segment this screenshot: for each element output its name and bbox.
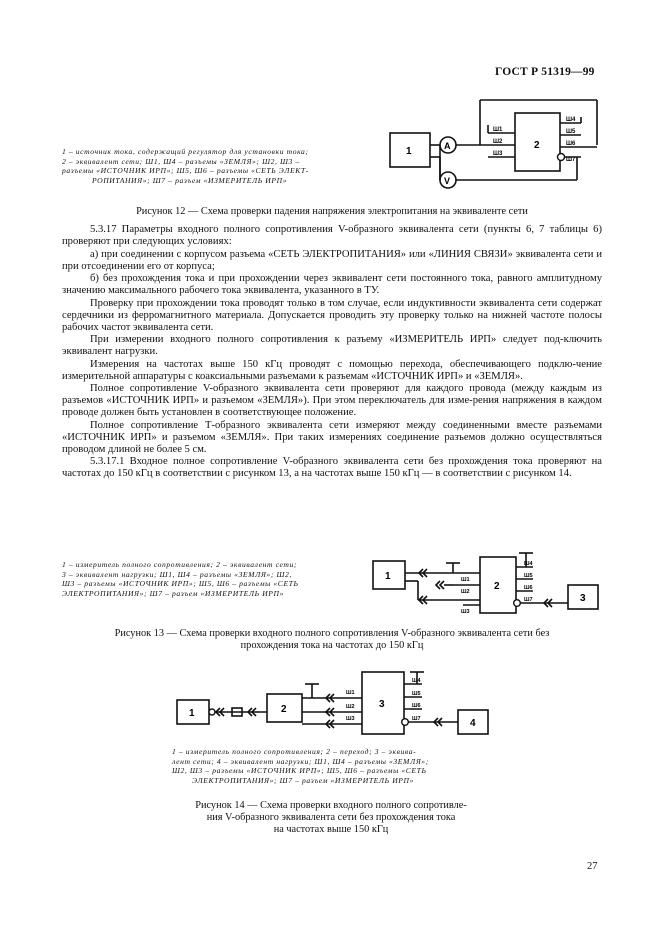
connector-sh5: Ш5	[566, 129, 576, 135]
figure12-caption: Рисунок 12 — Схема проверки падения напряжения электропитания на эквиваленте сети	[136, 206, 528, 217]
legend-line: Ш3 – разъемы «ИСТОЧНИК ИРП»; Ш5, Ш6 – разъемы «СЕТЬ	[62, 579, 299, 589]
connector-sh3: Ш3	[493, 151, 503, 157]
connector-sh6: Ш6	[566, 141, 576, 147]
connector-sh4: Ш4	[524, 561, 533, 567]
connector-sh1: Ш1	[461, 577, 470, 583]
caption-line: Рисунок 13 — Схема проверки входного полного сопротивления V-образного эквивалента сети без	[114, 628, 550, 639]
block-3-label: 3	[580, 593, 586, 604]
document-code: ГОСТ Р 51319—99	[495, 66, 595, 78]
figure13-caption	[62, 628, 602, 652]
figure13-legend	[62, 560, 358, 598]
legend-line: разъемы «ИСТОЧНИК ИРП»; Ш5, Ш6 – разъемы «СЕТЬ ЭЛЕКТ-	[62, 166, 309, 176]
connector-sh4: Ш4	[566, 117, 576, 123]
connector-sh2: Ш2	[346, 704, 355, 710]
figure12-legend	[62, 147, 380, 185]
block-3-label: 3	[379, 699, 385, 710]
connector-sh7: Ш7	[412, 716, 421, 722]
figure13-diagram	[368, 545, 603, 620]
figure14-legend	[172, 747, 490, 785]
connector-sh3: Ш3	[461, 609, 470, 615]
block-1-label: 1	[385, 571, 391, 582]
caption-line: на частотах выше 150 кГц	[273, 824, 389, 835]
caption-line: Рисунок 14 — Схема проверки входного полного сопротивле-	[195, 800, 467, 811]
figure14-diagram	[172, 662, 497, 742]
caption-line: ния V-образного эквивалента сети без прохождения тока	[206, 812, 456, 823]
figure14-caption	[172, 800, 490, 836]
connector-sh1: Ш1	[346, 690, 355, 696]
connector-sh6: Ш6	[412, 703, 421, 709]
legend-line: РОПИТАНИЯ»; Ш7 – разъем «ИЗМЕРИТЕЛЬ ИРП»	[92, 175, 288, 185]
legend-line: лент сети; 4 – эквивалент нагрузки; Ш1, Ш4 – разъемы «ЗЕМЛЯ»;	[172, 756, 429, 766]
block-2-label: 2	[534, 140, 540, 151]
connector-sh5: Ш5	[412, 691, 421, 697]
legend-line: 2 – эквивалент сети; Ш1, Ш4 – разъемы «ЗЕМЛЯ»; Ш2, Ш3 –	[62, 156, 300, 166]
block-1-label: 1	[189, 708, 195, 719]
block-1-label: 1	[406, 146, 412, 157]
block-2-label: 2	[494, 581, 500, 592]
legend-line: 1 – измеритель полного сопротивления; 2 – переход; 3 – эквива-	[172, 747, 417, 756]
connector-sh2: Ш2	[493, 139, 503, 145]
connector-sh3: Ш3	[346, 716, 355, 722]
paragraph: Проверку при прохождении тока проводят только в том случае, если индуктивности эквивалента сети содержат сердечники из ферромагнитного материала. Допускается проводить эту проверку только на нижней частоте полосы рабочих частот эквивалента сети.	[62, 297, 602, 333]
voltmeter-label: V	[444, 176, 451, 186]
paragraph: Полное сопротивление Т-образного эквивалента сети измеряют между соединенными вместе разъемами «ИСТОЧНИК ИРП» и разъемом «ЗЕМЛЯ». При таких измерениях соединение разъемов должно осуществляться проводом длиной не более 5 см.	[62, 419, 602, 455]
page-number: 27	[587, 861, 598, 872]
block-2-label: 2	[281, 704, 287, 715]
connector-sh2: Ш2	[461, 589, 470, 595]
paragraph: б) без прохождения тока и при прохождении через эквивалент сети постоянного тока, равного амплитудному значению максимального рабочего тока эквивалента, указанного в ТУ.	[62, 273, 602, 296]
connector-sh6: Ш6	[524, 585, 533, 591]
paragraph: Полное сопротивление V-образного эквивалента сети проверяют для каждого провода (между каждым из разъемов «ИСТОЧНИК ИРП» и разъемом «ЗЕМЛЯ»). При этом переключатель для изме-рения напряжения в каждом проводе должен быть установлен в соответствующее положение.	[62, 383, 602, 418]
connector-sh7: Ш7	[524, 597, 533, 603]
connector-sh1: Ш1	[493, 127, 503, 133]
paragraph: Измерения на частотах выше 150 кГц проводят с помощью перехода, обеспечивающего подклю-чение измерительной аппаратуры с коаксиальными разъемами к разъемам «ИСТОЧНИК ИРП» и «ЗЕМЛЯ».	[62, 358, 602, 382]
connector-sh5: Ш5	[524, 573, 533, 579]
body-text	[62, 224, 602, 481]
paragraph: 5.3.17 Параметры входного полного сопротивления V-образного эквивалента сети (пункты 6, 7 таблицы 6) проверяют при следующих условиях:	[62, 224, 602, 247]
figure12-diagram	[385, 95, 610, 205]
legend-line: 1 – источник тока, содержащий регулятор для установки тока;	[62, 147, 309, 156]
ammeter-label: A	[444, 141, 451, 151]
paragraph: При измерении входного полного сопротивления к разъему «ИЗМЕРИТЕЛЬ ИРП» следует под-ключить эквивалент нагрузки.	[62, 334, 602, 357]
legend-line: 1 – измеритель полного сопротивления; 2 – эквивалент сети;	[62, 560, 297, 569]
paragraph: а) при соединении с корпусом разъема «СЕТЬ ЭЛЕКТРОПИТАНИЯ» или «ЛИНИЯ СВЯЗИ» эквивалента сети и при отсоединении его от корпуса;	[62, 248, 602, 272]
legend-line: ЭЛЕКТРОПИТАНИЯ»; Ш7 – разъем «ИЗМЕРИТЕЛЬ ИРП»	[192, 775, 415, 785]
legend-line: Ш2, Ш3 – разъемы «ИСТОЧНИК ИРП»; Ш5, Ш6 – разъемы «СЕТЬ	[172, 766, 427, 776]
caption-line: прохождения тока на частотах до 150 кГц	[240, 640, 424, 651]
block-4-label: 4	[470, 718, 476, 729]
legend-line: 3 – эквивалент нагрузки; Ш1, Ш4 – разъемы «ЗЕМЛЯ»; Ш2,	[62, 569, 292, 579]
paragraph: 5.3.17.1 Входное полное сопротивление V-образного эквивалента сети без прохождения тока проверяют на частотах до 150 кГц в соответствии с рисунком 13, а на частотах выше 150 кГц — в соответствии с рисунком 14.	[62, 456, 602, 479]
connector-sh7: Ш7	[566, 157, 576, 163]
connector-sh4: Ш4	[412, 678, 421, 684]
legend-line: ЭЛЕКТРОПИТАНИЯ»; Ш7 – разъем «ИЗМЕРИТЕЛЬ ИРП»	[62, 588, 285, 598]
